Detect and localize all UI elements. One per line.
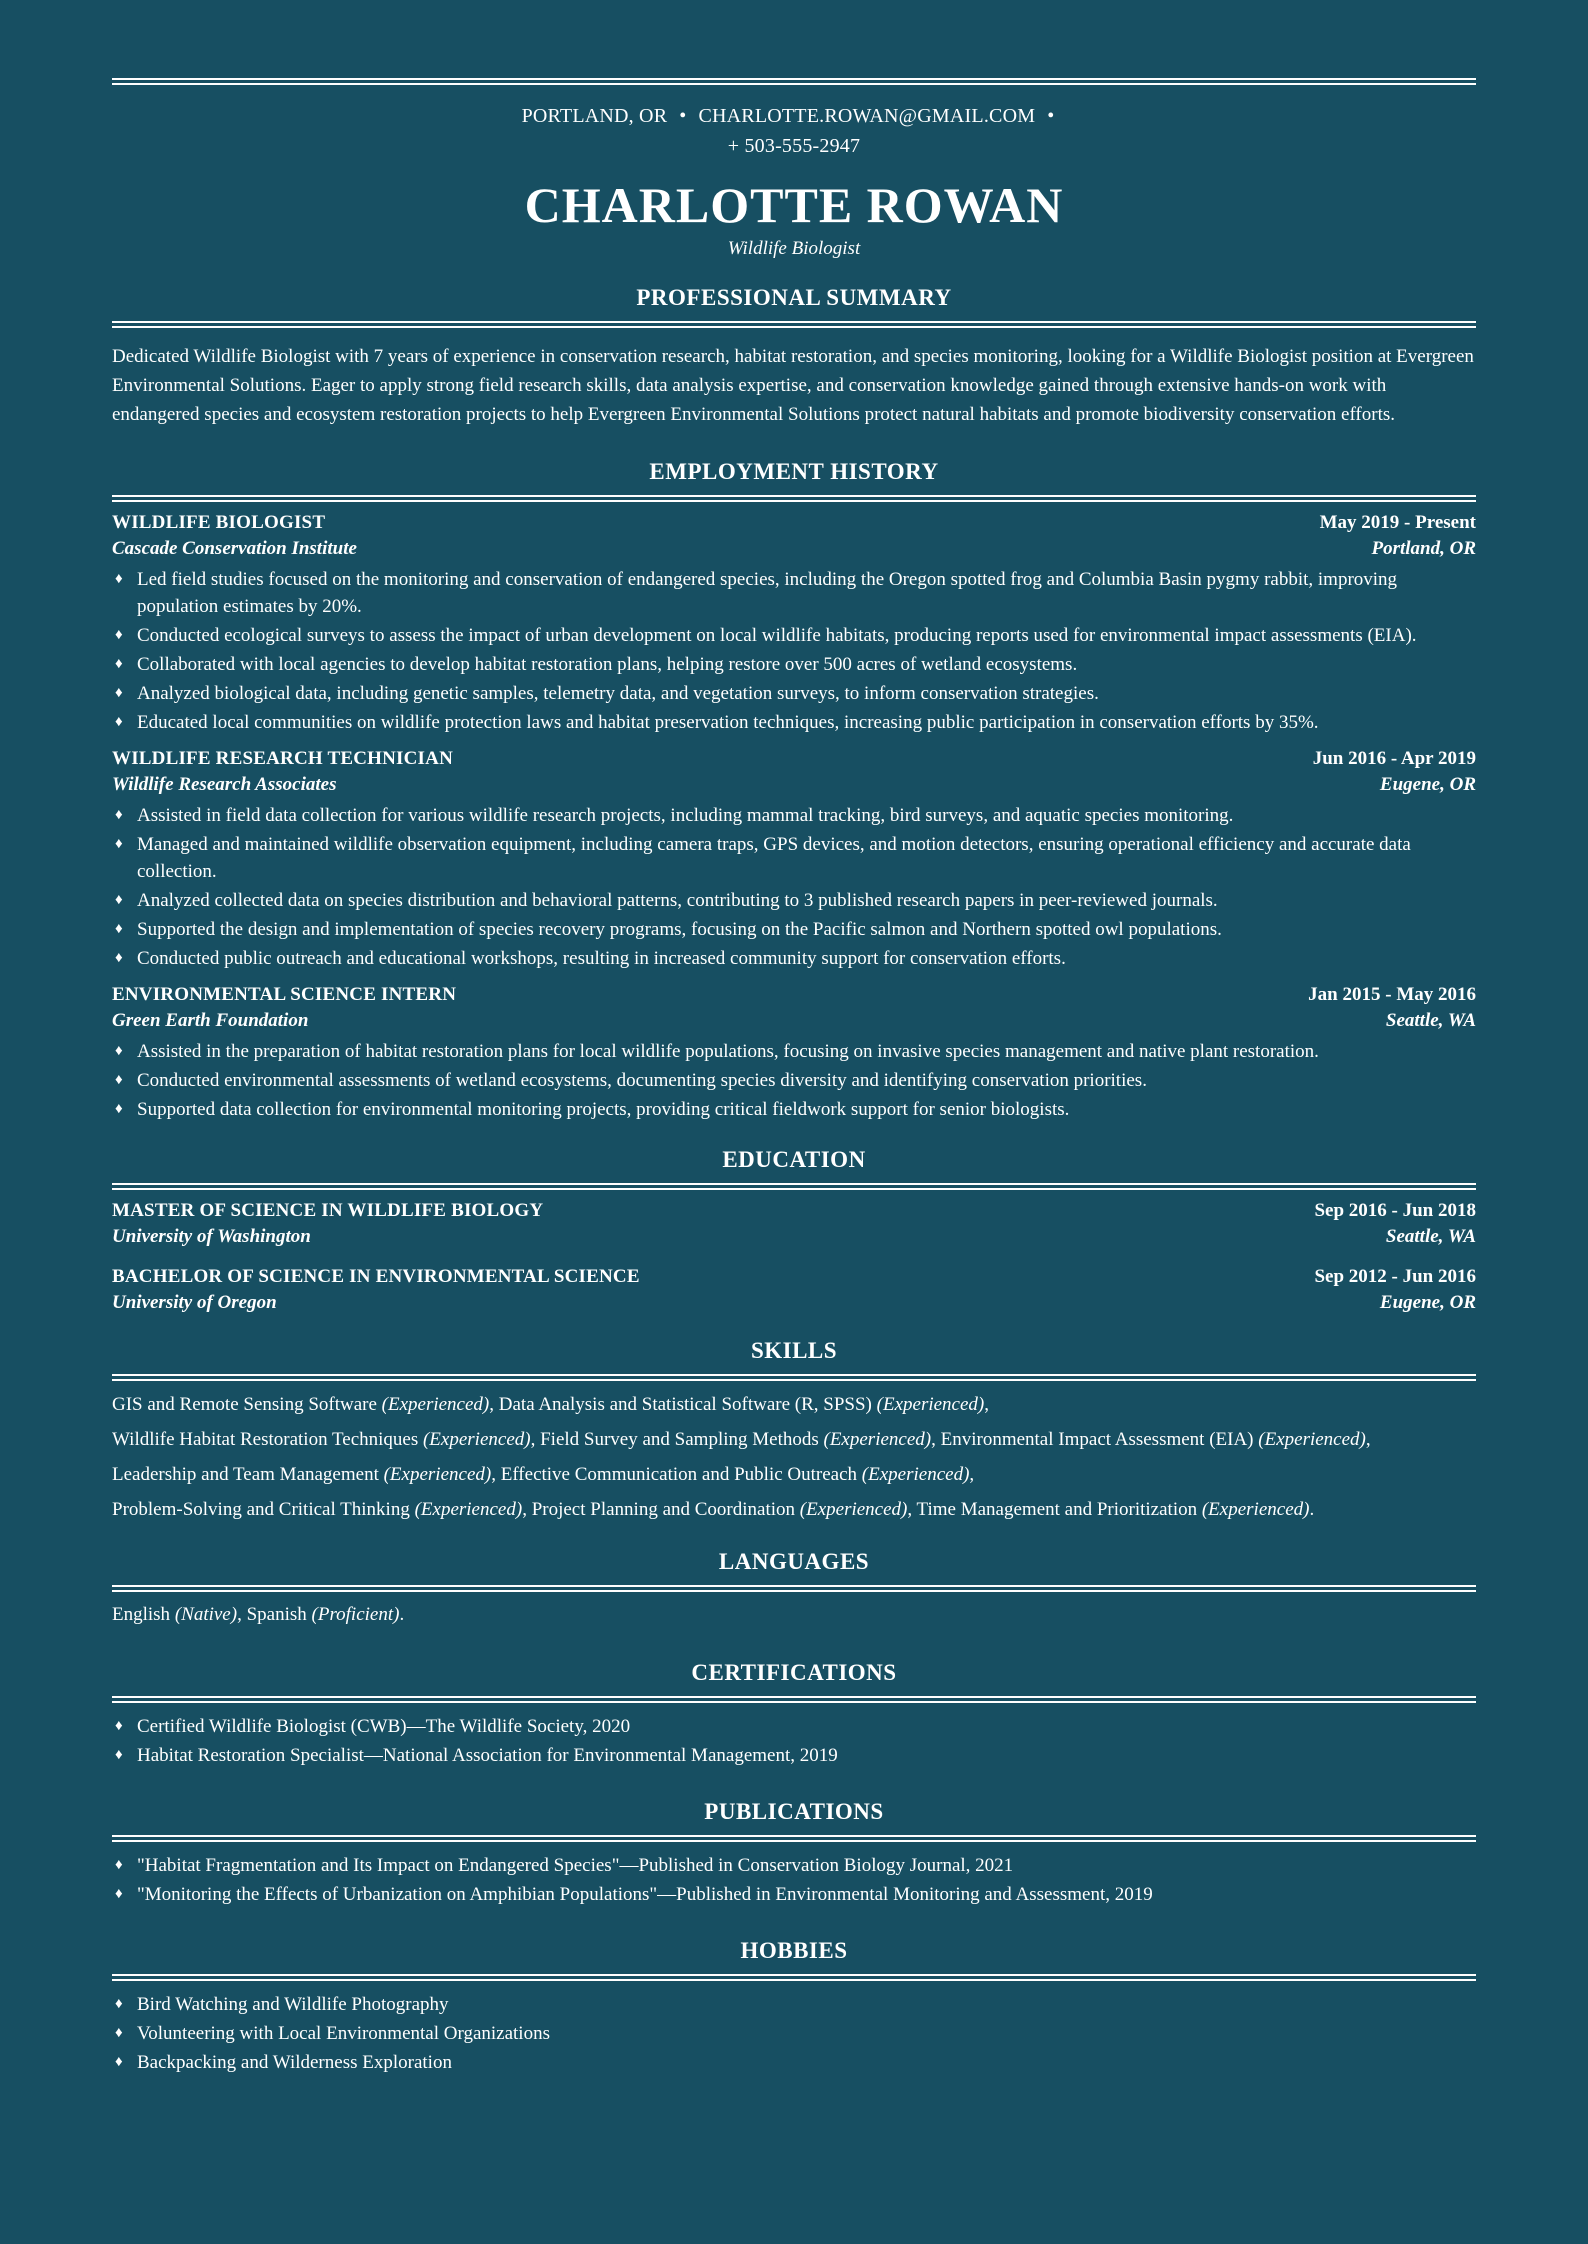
- section-title-employment: EMPLOYMENT HISTORY: [649, 459, 939, 484]
- diamond-bullet-icon: ♦: [115, 1043, 123, 1059]
- skill-level: (Experienced): [799, 1499, 908, 1520]
- candidate-name: CHARLOTTE ROWAN: [524, 177, 1064, 233]
- certification-text: Habitat Restoration Specialist—National Association for Environmental Management, 2019: [137, 1745, 838, 1766]
- list-item: [112, 566, 1476, 620]
- section-rule: [112, 321, 1476, 328]
- diamond-bullet-icon: ♦: [115, 1101, 123, 1117]
- section-rule: [112, 1696, 1476, 1703]
- diamond-bullet-icon: ♦: [115, 836, 123, 852]
- resume-page: [112, 0, 1476, 2076]
- job-bullets: [112, 802, 1476, 972]
- bullet-text: Conducted ecological surveys to assess the impact of urban development on local wildlife habitats, producing reports used for environmental impact assessments (EIA).: [137, 625, 1417, 646]
- job-location: Eugene, OR: [1379, 774, 1476, 795]
- bullet-text: Supported the design and implementation of species recovery programs, focusing on the Pacific salmon and Northern spotted owl populations.: [137, 919, 1222, 940]
- language-name: English: [112, 1604, 171, 1625]
- contact-info: [112, 101, 1476, 161]
- diamond-bullet-icon: ♦: [115, 1886, 123, 1902]
- education-dates: Sep 2012 - Jun 2016: [1314, 1266, 1476, 1287]
- section-title-education: EDUCATION: [722, 1147, 866, 1172]
- hobby-text: Bird Watching and Wildlife Photography: [137, 1994, 449, 2015]
- list-item: [112, 1713, 1476, 1740]
- list-item: [112, 2049, 1476, 2076]
- job-title-text: WILDLIFE BIOLOGIST: [112, 512, 326, 533]
- diamond-bullet-icon: ♦: [115, 1857, 123, 1873]
- skill-level: (Experienced): [422, 1429, 531, 1450]
- job-org: Cascade Conservation Institute: [112, 538, 357, 559]
- section-title-publications: PUBLICATIONS: [704, 1799, 884, 1824]
- job-entry: [112, 746, 1476, 972]
- job-dates: Jun 2016 - Apr 2019: [1312, 748, 1476, 769]
- job-title-text: WILDLIFE RESEARCH TECHNICIAN: [112, 748, 453, 769]
- job-dates: Jan 2015 - May 2016: [1308, 984, 1476, 1005]
- skill-name: Wildlife Habitat Restoration Techniques: [112, 1429, 419, 1450]
- skill-level: (Experienced): [383, 1464, 492, 1485]
- list-item: [112, 680, 1476, 707]
- diamond-bullet-icon: ♦: [115, 892, 123, 908]
- top-rule: [112, 78, 1476, 85]
- job-location: Seattle, WA: [1385, 1010, 1476, 1031]
- list-item: [112, 1038, 1476, 1065]
- email-link[interactable]: CHARLOTTE.ROWAN@GMAIL.COM: [698, 105, 1036, 127]
- diamond-bullet-icon: ♦: [115, 950, 123, 966]
- list-item: [112, 945, 1476, 972]
- degree-text: BACHELOR OF SCIENCE IN ENVIRONMENTAL SCIENCE: [112, 1266, 640, 1287]
- bullet-text: Analyzed collected data on species distribution and behavioral patterns, contributing to 3 published research papers in peer-reviewed journals.: [137, 890, 1218, 911]
- resume-header: [112, 101, 1476, 261]
- section-rule: [112, 1974, 1476, 1981]
- section-rule: [112, 1374, 1476, 1381]
- skills-line: Problem-Solving and Critical Thinking (Experienced), Project Planning and Coordination (Experienced), Time Management and Prioritization (Experienced).: [112, 1499, 1315, 1520]
- diamond-bullet-icon: ♦: [115, 685, 123, 701]
- job-location: Portland, OR: [1371, 538, 1476, 559]
- bullet-text: Assisted in field data collection for various wildlife research projects, including mammal tracking, bird surveys, and aquatic species monitoring.: [137, 805, 1234, 826]
- job-bullets: [112, 566, 1476, 736]
- skill-level: (Experienced): [861, 1464, 970, 1485]
- bullet-text: Educated local communities on wildlife protection laws and habitat preservation techniques, increasing public participation in conservation efforts by 35%.: [137, 712, 1319, 733]
- hobby-text: Volunteering with Local Environmental Organizations: [137, 2023, 550, 2044]
- bullet-text: Collaborated with local agencies to develop habitat restoration plans, helping restore over 500 acres of wetland ecosystems.: [137, 654, 1078, 675]
- school-text: University of Washington: [112, 1226, 311, 1247]
- diamond-bullet-icon: ♦: [115, 1072, 123, 1088]
- skill-level: (Experienced): [1201, 1499, 1310, 1520]
- school-location: Eugene, OR: [1379, 1292, 1476, 1313]
- degree-text: MASTER OF SCIENCE IN WILDLIFE BIOLOGY: [112, 1200, 544, 1221]
- list-item: [112, 1991, 1476, 2018]
- diamond-bullet-icon: ♦: [115, 1747, 123, 1763]
- skill-name: GIS and Remote Sensing Software: [112, 1394, 377, 1415]
- job-dates: May 2019 - Present: [1319, 512, 1476, 533]
- diamond-bullet-icon: ♦: [115, 2054, 123, 2070]
- bullet-text: Managed and maintained wildlife observation equipment, including camera traps, GPS devices, and motion detectors, ensuring operational efficiency and accurate data collection.: [137, 834, 1411, 882]
- certifications-list: [112, 1713, 1476, 1769]
- job-bullets: [112, 1038, 1476, 1123]
- list-item: [112, 887, 1476, 914]
- section-rule: [112, 1183, 1476, 1190]
- skill-name: Project Planning and Coordination: [531, 1499, 796, 1520]
- diamond-bullet-icon: ♦: [115, 627, 123, 643]
- list-item: [112, 1096, 1476, 1123]
- diamond-bullet-icon: ♦: [115, 921, 123, 937]
- section-rule: [112, 1585, 1476, 1592]
- skill-level: (Experienced): [1258, 1429, 1366, 1450]
- section-title-skills: SKILLS: [750, 1338, 838, 1363]
- hobby-text: Backpacking and Wilderness Exploration: [137, 2052, 452, 2073]
- diamond-bullet-icon: ♦: [115, 714, 123, 730]
- bullet-separator-icon: •: [1047, 105, 1055, 127]
- diamond-bullet-icon: ♦: [115, 1996, 123, 2012]
- job-title-text: ENVIRONMENTAL SCIENCE INTERN: [112, 984, 457, 1005]
- skill-name: Problem-Solving and Critical Thinking: [112, 1499, 410, 1520]
- bullet-text: Conducted environmental assessments of wetland ecosystems, documenting species diversity and identifying conservation priorities.: [137, 1070, 1147, 1091]
- skill-name: Data Analysis and Statistical Software (R, SPSS): [498, 1394, 872, 1415]
- list-item: [112, 1881, 1476, 1908]
- section-title-summary: PROFESSIONAL SUMMARY: [636, 285, 952, 310]
- skill-level: (Experienced): [823, 1429, 932, 1450]
- hobbies-list: [112, 1991, 1476, 2076]
- bullet-separator-icon: •: [679, 105, 687, 127]
- skill-level: (Experienced): [414, 1499, 523, 1520]
- job-entry: [112, 982, 1476, 1123]
- skills-line: Leadership and Team Management (Experienced), Effective Communication and Public Outreach (Experienced),: [112, 1464, 975, 1485]
- section-title-languages: LANGUAGES: [718, 1549, 870, 1574]
- skill-level: (Experienced): [876, 1394, 985, 1415]
- section-title-certifications: CERTIFICATIONS: [691, 1660, 897, 1685]
- list-item: [112, 1852, 1476, 1879]
- bullet-text: Assisted in the preparation of habitat restoration plans for local wildlife populations, focusing on invasive species management and native plant restoration.: [137, 1041, 1319, 1062]
- summary-text: Dedicated Wildlife Biologist with 7 years of experience in conservation research, habitat restoration, and species monitoring, looking for a Wildlife Biologist position at Evergreen Environmental Solutions. Eager to apply strong field research skills, data analysis expertise, and conservation knowledge gained through extensive hands-on work with endangered species and ecosystem restoration projects to help Evergreen Environmental Solutions protect natural habitats and promote biodiversity conservation efforts.: [112, 346, 1474, 425]
- diamond-bullet-icon: ♦: [115, 571, 123, 587]
- section-rule: [112, 1835, 1476, 1842]
- section-rule: [112, 495, 1476, 502]
- language-level: (Proficient): [311, 1604, 400, 1625]
- job-title: Wildlife Biologist: [727, 238, 861, 259]
- bullet-text: Conducted public outreach and educational workshops, resulting in increased community support for conservation efforts.: [137, 948, 1066, 969]
- skill-name: Environmental Impact Assessment (EIA): [940, 1429, 1254, 1450]
- skills-line: Wildlife Habitat Restoration Techniques (Experienced), Field Survey and Sampling Methods (Experienced), Environmental Impact Assessment (EIA) (Experienced),: [112, 1429, 1371, 1450]
- education-dates: Sep 2016 - Jun 2018: [1314, 1200, 1476, 1221]
- skills-line: GIS and Remote Sensing Software (Experienced), Data Analysis and Statistical Software (R, SPSS) (Experienced),: [112, 1394, 989, 1415]
- publication-text: "Habitat Fragmentation and Its Impact on Endangered Species"—Published in Conservation Biology Journal, 2021: [137, 1855, 1014, 1876]
- diamond-bullet-icon: ♦: [115, 1718, 123, 1734]
- diamond-bullet-icon: ♦: [115, 807, 123, 823]
- publication-text: "Monitoring the Effects of Urbanization on Amphibian Populations"—Published in Environmental Monitoring and Assessment, 2019: [137, 1884, 1153, 1905]
- language-name: Spanish: [246, 1604, 307, 1625]
- skill-name: Field Survey and Sampling Methods: [540, 1429, 819, 1450]
- certification-text: Certified Wildlife Biologist (CWB)—The Wildlife Society, 2020: [137, 1716, 631, 1737]
- list-item: [112, 831, 1476, 885]
- section-title-hobbies: HOBBIES: [740, 1938, 848, 1963]
- list-item: [112, 1067, 1476, 1094]
- job-org: Green Earth Foundation: [112, 1010, 309, 1031]
- publications-list: [112, 1852, 1476, 1908]
- list-item: [112, 916, 1476, 943]
- phone-text: + 503-555-2947: [727, 135, 861, 157]
- list-item: [112, 802, 1476, 829]
- skill-name: Leadership and Team Management: [112, 1464, 379, 1485]
- skill-level: (Experienced): [381, 1394, 490, 1415]
- job-org: Wildlife Research Associates: [112, 774, 337, 795]
- language-level: (Native): [174, 1604, 238, 1625]
- location-text: PORTLAND, OR: [521, 105, 668, 127]
- skills-list: [112, 1387, 1476, 1527]
- bullet-text: Led field studies focused on the monitoring and conservation of endangered species, including the Oregon spotted frog and Columbia Basin pygmy rabbit, improving population estimates by 20%.: [137, 569, 1398, 617]
- job-entry: [112, 510, 1476, 736]
- languages-list: English (Native), Spanish (Proficient).: [112, 1604, 405, 1625]
- list-item: [112, 2020, 1476, 2047]
- education-entry: [112, 1198, 1476, 1250]
- diamond-bullet-icon: ♦: [115, 2025, 123, 2041]
- school-location: Seattle, WA: [1385, 1226, 1476, 1247]
- list-item: [112, 651, 1476, 678]
- bullet-text: Analyzed biological data, including genetic samples, telemetry data, and vegetation surveys, to inform conservation strategies.: [137, 683, 1099, 704]
- bullet-text: Supported data collection for environmental monitoring projects, providing critical fieldwork support for senior biologists.: [137, 1099, 1070, 1120]
- skill-name: Effective Communication and Public Outreach: [500, 1464, 858, 1485]
- education-entry: [112, 1264, 1476, 1316]
- list-item: [112, 1742, 1476, 1769]
- school-text: University of Oregon: [112, 1292, 277, 1313]
- list-item: [112, 709, 1476, 736]
- diamond-bullet-icon: ♦: [115, 656, 123, 672]
- skill-name: Time Management and Prioritization: [916, 1499, 1198, 1520]
- list-item: [112, 622, 1476, 649]
